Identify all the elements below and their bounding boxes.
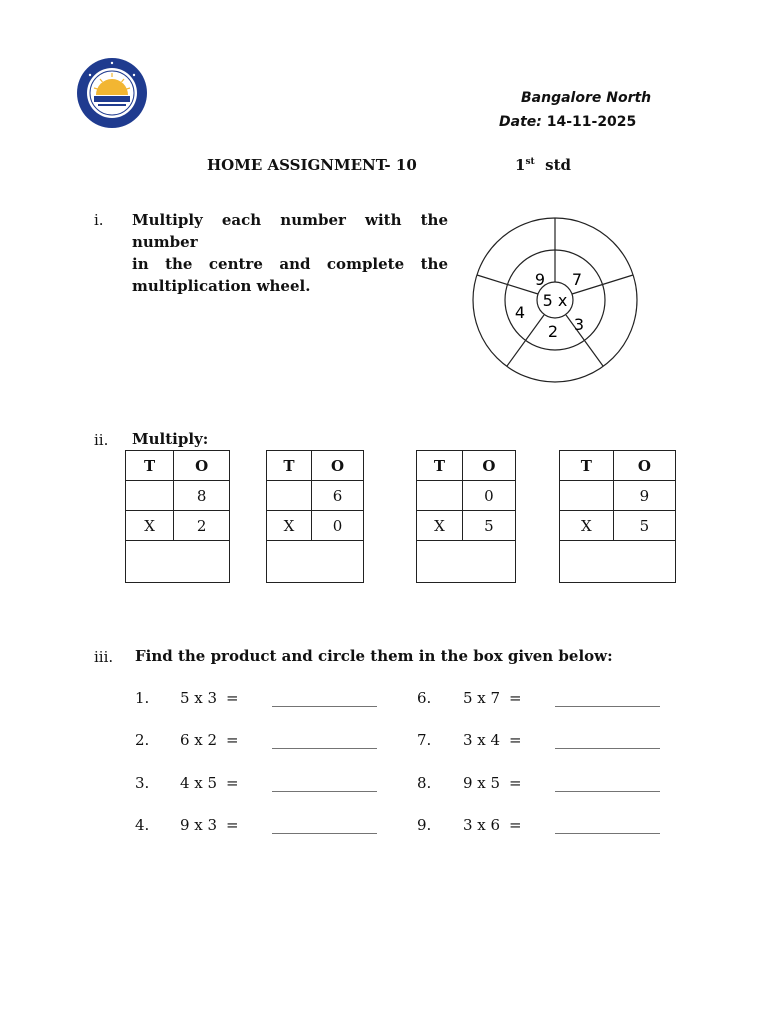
to-table-1 [125, 450, 230, 583]
answer-cell[interactable] [560, 541, 676, 583]
answer-blank[interactable]: ______________ [555, 774, 660, 792]
eq-expr: 3 x 4 [463, 731, 501, 749]
wheel-number: 4 [514, 303, 526, 322]
operator-cell: X [126, 511, 174, 541]
eq-num: 7. [417, 731, 432, 749]
multiplier-cell: 5 [613, 511, 675, 541]
q2-label: Multiply: [132, 430, 209, 448]
ones-cell: 9 [613, 481, 675, 511]
eq-sign: = [509, 689, 522, 707]
date-line [499, 114, 636, 130]
assignment-title: HOME ASSIGNMENT- 10 [207, 156, 417, 174]
eq-expr: 9 x 3 [180, 816, 218, 834]
ones-header: O [174, 451, 230, 481]
q1-number: i. [94, 211, 104, 229]
date-value: 14-11-2025 [546, 114, 637, 130]
grade-label [515, 156, 571, 174]
q1-line-1: Multiply each number with the number [132, 211, 448, 251]
operator-cell: X [560, 511, 614, 541]
ones-header: O [462, 451, 515, 481]
school-logo-icon [76, 57, 148, 129]
wheel-number: 9 [534, 270, 546, 289]
ones-header: O [613, 451, 675, 481]
answer-cell[interactable] [267, 541, 364, 583]
operator-cell: X [417, 511, 463, 541]
eq-num: 9. [417, 816, 432, 834]
answer-blank[interactable]: ______________ [555, 731, 660, 749]
wheel-number: 7 [571, 270, 583, 289]
tens-cell [560, 481, 614, 511]
grade-word: std [545, 156, 571, 174]
eq-sign: = [226, 689, 239, 707]
multiplication-wheel [470, 215, 640, 385]
answer-blank[interactable]: ______________ [272, 816, 377, 834]
eq-sign: = [226, 731, 239, 749]
eq-num: 1. [135, 689, 150, 707]
q1-text [132, 209, 448, 297]
eq-num: 4. [135, 816, 150, 834]
location-text: Bangalore North [521, 90, 652, 106]
eq-sign: = [509, 774, 522, 792]
eq-expr: 4 x 5 [180, 774, 218, 792]
tens-header: T [560, 451, 614, 481]
answer-blank[interactable]: ______________ [272, 731, 377, 749]
tens-header: T [126, 451, 174, 481]
eq-num: 6. [417, 689, 432, 707]
ones-header: O [311, 451, 363, 481]
to-table-3 [416, 450, 516, 583]
multiplier-cell: 0 [311, 511, 363, 541]
eq-expr: 6 x 2 [180, 731, 218, 749]
tens-cell [126, 481, 174, 511]
wheel-number: 2 [547, 322, 559, 341]
eq-expr: 9 x 5 [463, 774, 501, 792]
tens-header: T [267, 451, 312, 481]
to-table-2 [266, 450, 364, 583]
eq-expr: 5 x 3 [180, 689, 218, 707]
eq-sign: = [226, 816, 239, 834]
eq-expr: 5 x 7 [463, 689, 501, 707]
tens-header: T [417, 451, 463, 481]
q3-number: iii. [94, 648, 114, 666]
multiplier-cell: 2 [174, 511, 230, 541]
ones-cell: 8 [174, 481, 230, 511]
eq-expr: 3 x 6 [463, 816, 501, 834]
eq-sign: = [509, 731, 522, 749]
eq-num: 3. [135, 774, 150, 792]
answer-cell[interactable] [417, 541, 516, 583]
operator-cell: X [267, 511, 312, 541]
eq-sign: = [509, 816, 522, 834]
answer-blank[interactable]: ______________ [272, 774, 377, 792]
answer-blank[interactable]: ______________ [272, 689, 377, 707]
q1-line-2: in the centre and complete the [132, 255, 448, 273]
tens-cell [267, 481, 312, 511]
q2-number: ii. [94, 431, 109, 449]
answer-blank[interactable]: ______________ [555, 816, 660, 834]
grade-number: 1 [515, 156, 526, 174]
multiplier-cell: 5 [462, 511, 515, 541]
wheel-center-label: 5 x [542, 291, 568, 310]
eq-sign: = [226, 774, 239, 792]
eq-num: 8. [417, 774, 432, 792]
tens-cell [417, 481, 463, 511]
eq-num: 2. [135, 731, 150, 749]
grade-superscript: st [525, 157, 535, 167]
to-table-4 [559, 450, 676, 583]
ones-cell: 6 [311, 481, 363, 511]
date-label: Date: [499, 114, 542, 130]
answer-blank[interactable]: ______________ [555, 689, 660, 707]
answer-cell[interactable] [126, 541, 230, 583]
q1-line-3: multiplication wheel. [132, 277, 311, 295]
wheel-number: 3 [573, 315, 585, 334]
ones-cell: 0 [462, 481, 515, 511]
q3-label: Find the product and circle them in the box given below: [135, 647, 613, 665]
